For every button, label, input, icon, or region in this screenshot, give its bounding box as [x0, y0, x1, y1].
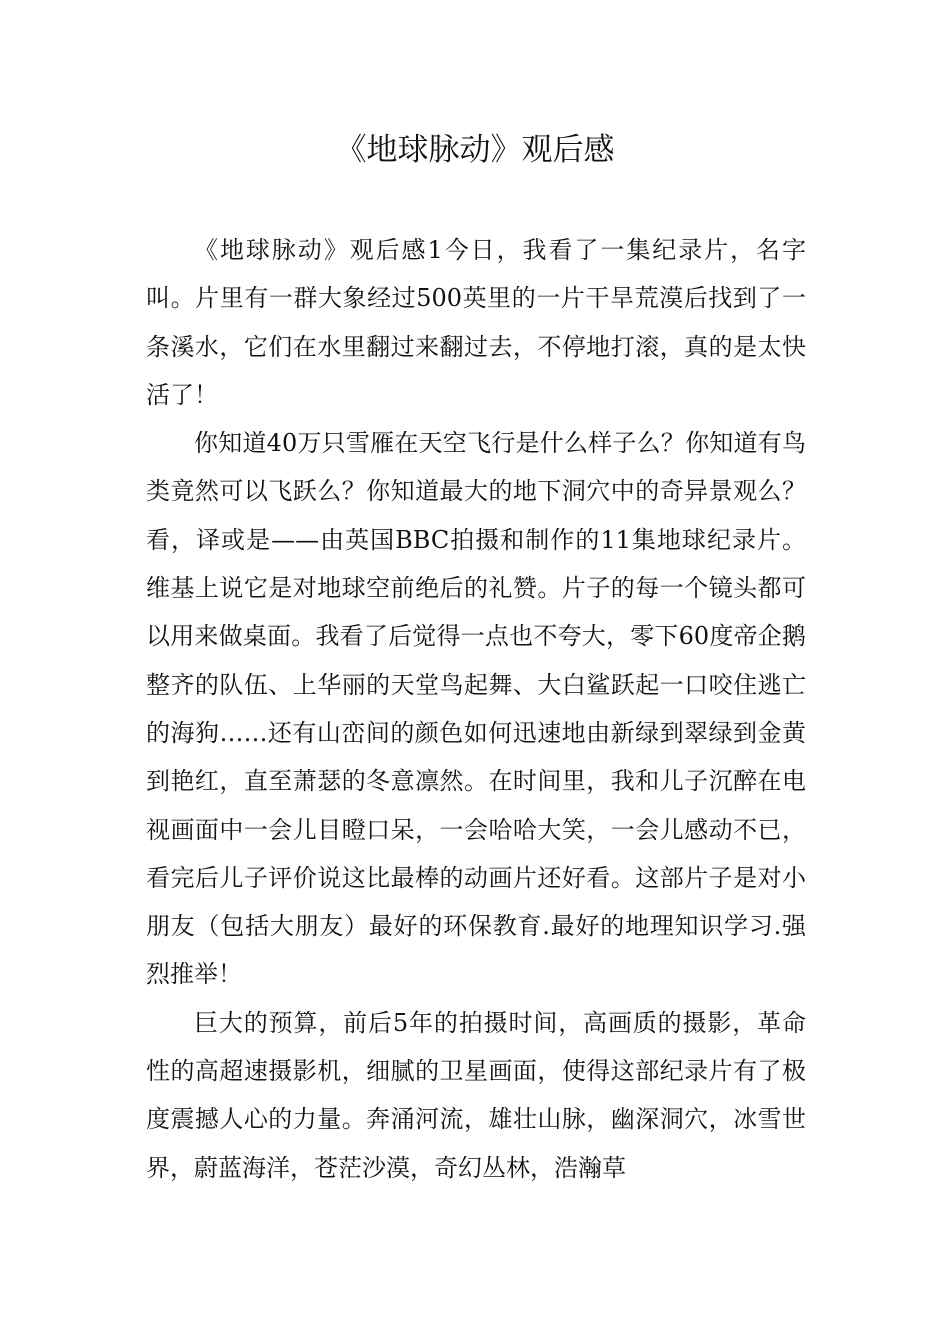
- paragraph-3: 巨大的预算，前后5年的拍摄时间，高画质的摄影，革命性的高超速摄影机，细腻的卫星画面，使得这部纪录片有了极度震撼人心的力量。奔涌河流，雄壮山脉，幽深洞穴，冰雪世界，蔚蓝海洋，苍茫沙漠，奇幻丛林，浩瀚草: [146, 1008, 806, 1182]
- paragraph-1: 《地球脉动》观后感1今日，我看了一集纪录片，名字叫。片里有一群大象经过500英里的一片干旱荒漠后找到了一条溪水，它们在水里翻过来翻过去，不停地打滚，真的是太快活了！: [146, 236, 806, 409]
- document-title: 《地球脉动》观后感: [335, 132, 615, 168]
- paragraph-2: 你知道40万只雪雁在天空飞行是什么样子么？你知道有鸟类竟然可以飞跃么？你知道最大的地下洞穴中的奇异景观么？看，译或是——由英国BBC拍摄和制作的11集地球纪录片。维基上说它是对地球空前绝后的礼赞。片子的每一个镜头都可以用来做桌面。我看了后觉得一点也不夸大，零下60度帝企鹅整齐的队伍、上华丽的天堂鸟起舞、大白鲨跃起一口咬住逃亡的海狗……还有山峦间的颜色如何迅速地由新绿到翠绿到金黄到艳红，直至萧瑟的冬意凛然。在时间里，我和儿子沉醉在电视画面中一会儿目瞪口呆，一会哈哈大笑，一会儿感动不已，看完后儿子评价说这比最棒的动画片还好看。这部片子是对小朋友（包括大朋友）最好的环保教育.最好的地理知识学习.强烈推举！: [146, 429, 806, 989]
- document-body: [146, 226, 806, 1192]
